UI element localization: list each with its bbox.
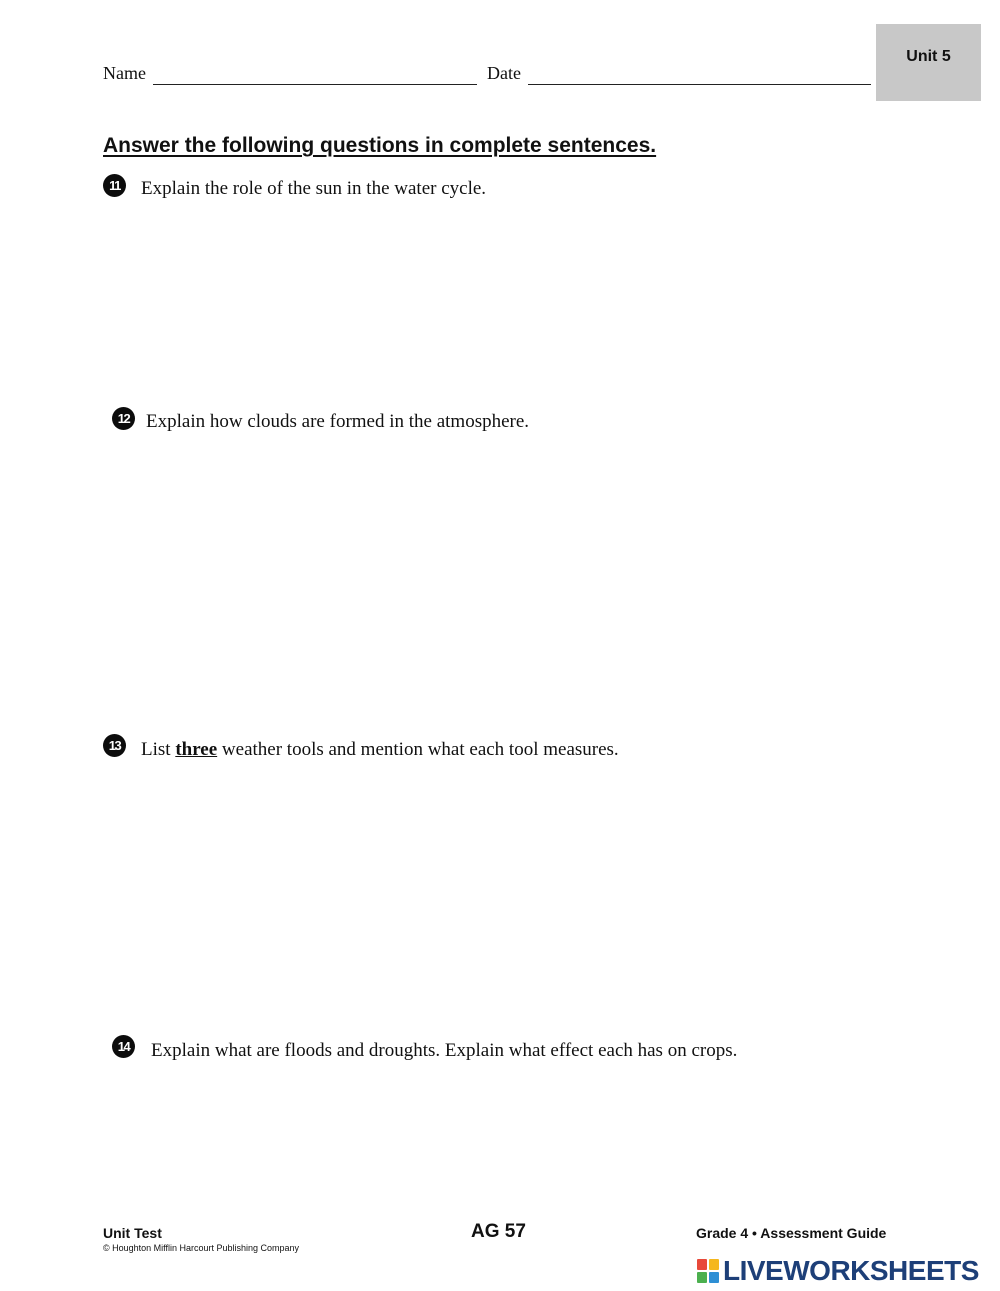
name-field[interactable] — [153, 84, 477, 85]
instructions-heading: Answer the following questions in complete sentences. — [103, 134, 657, 157]
date-label: Date — [487, 63, 521, 83]
unit-badge — [876, 24, 981, 101]
date-field[interactable] — [528, 84, 871, 85]
answer-area-11[interactable] — [103, 215, 883, 385]
liveworksheets-blocks-icon — [697, 1259, 719, 1283]
question-number-13-icon: 13 — [103, 734, 126, 757]
question-number-14-icon: 14 — [112, 1035, 135, 1058]
unit-label: Unit 5 — [906, 48, 951, 65]
footer-copyright: © Houghton Mifflin Harcourt Publishing Company — [103, 1243, 300, 1253]
footer-unit-test: Unit Test — [103, 1225, 162, 1241]
name-label: Name — [103, 63, 146, 83]
question-14-text: Explain what are floods and droughts. Explain what effect each has on crops. — [151, 1040, 738, 1061]
question-13-emphasis: three — [175, 739, 218, 760]
liveworksheets-text: LIVEWORKSHEETS — [723, 1255, 979, 1286]
question-number-11-icon: 11 — [103, 174, 126, 197]
question-number-12-icon: 12 — [112, 407, 135, 430]
question-13-text — [141, 739, 619, 761]
answer-area-13[interactable] — [103, 780, 883, 1020]
question-12-text: Explain how clouds are formed in the atmosphere. — [146, 411, 530, 432]
answer-area-12[interactable] — [103, 450, 883, 710]
question-13-text-before: List — [141, 739, 171, 760]
answer-area-14[interactable] — [103, 1080, 883, 1210]
footer-page-number: AG 57 — [471, 1221, 526, 1242]
question-11-text: Explain the role of the sun in the water cycle. — [141, 178, 487, 199]
footer-grade-guide: Grade 4 • Assessment Guide — [696, 1225, 887, 1241]
question-13-text-after: weather tools and mention what each tool measures. — [221, 739, 619, 760]
liveworksheets-logo — [697, 1255, 979, 1287]
